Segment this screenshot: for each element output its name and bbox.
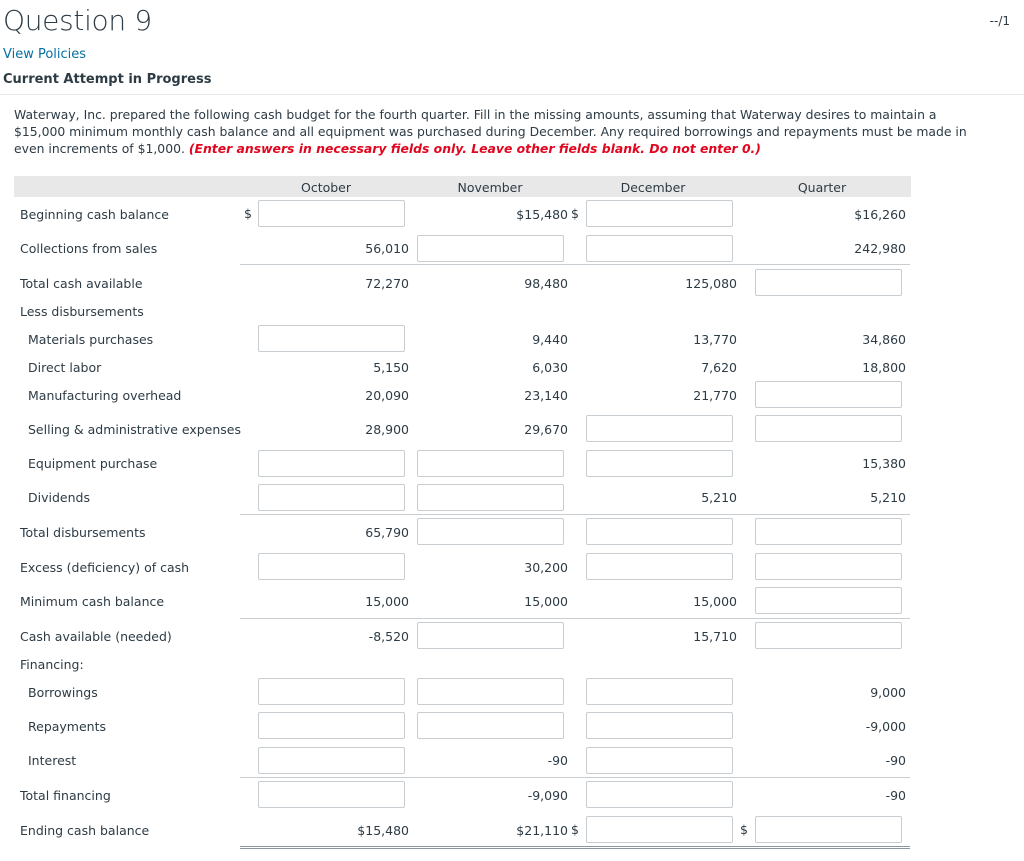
col-quarter: Quarter [797,180,847,195]
row-label-mfg-overhead: Manufacturing overhead [28,388,182,403]
input-beginning-oct[interactable] [258,200,405,227]
value-equipment-quarter: 15,380 [862,456,906,471]
value-cash-needed-oct: -8,520 [368,629,409,644]
value-mfg-overhead-oct: 20,090 [365,388,409,403]
row-label-collections: Collections from sales [20,241,158,256]
row-label-direct-labor: Direct labor [28,360,102,375]
dollar-sign: $ [571,206,579,221]
row-label-financing: Financing: [20,657,84,672]
value-total-financing-nov: -9,090 [527,788,568,803]
question-title: Question 9 [3,4,152,37]
input-borrowings-dec[interactable] [586,678,733,705]
input-borrowings-oct[interactable] [258,678,405,705]
subtotal-rule [240,618,910,619]
input-collections-nov[interactable] [417,235,564,262]
input-total-disb-quarter[interactable] [755,518,902,545]
value-total-financing-quarter: -90 [885,788,906,803]
row-label-beginning: Beginning cash balance [20,207,169,222]
row-label-total-available: Total cash available [20,276,143,291]
row-label-ending: Ending cash balance [20,823,150,838]
col-november: November [457,180,523,195]
value-direct-labor-oct: 5,150 [373,360,409,375]
input-excess-dec[interactable] [586,553,733,580]
input-excess-oct[interactable] [258,553,405,580]
value-collections-oct: 56,010 [365,241,409,256]
value-direct-labor-quarter: 18,800 [862,360,906,375]
row-label-repayments: Repayments [28,719,107,734]
value-ending-oct: $15,480 [357,823,409,838]
score-indicator: --/1 [989,14,1010,28]
row-label-total-disbursements: Total disbursements [20,525,146,540]
row-label-equipment: Equipment purchase [28,456,158,471]
question-prompt [14,106,989,157]
input-selling-admin-dec[interactable] [586,415,733,442]
double-rule [240,846,910,849]
input-collections-dec[interactable] [586,235,733,262]
view-policies-link[interactable]: View Policies [3,47,87,62]
input-interest-dec[interactable] [586,747,733,774]
value-total-disb-oct: 65,790 [365,525,409,540]
subtotal-rule [240,264,910,265]
row-label-min-cash: Minimum cash balance [20,594,165,609]
input-total-financing-dec[interactable] [586,781,733,808]
value-borrowings-quarter: 9,000 [870,685,906,700]
value-cash-needed-dec: 15,710 [693,629,737,644]
value-direct-labor-dec: 7,620 [701,360,737,375]
value-min-cash-dec: 15,000 [693,594,737,609]
value-mfg-overhead-dec: 21,770 [693,388,737,403]
value-materials-dec: 13,770 [693,332,737,347]
input-min-cash-quarter[interactable] [755,587,902,614]
value-ending-nov: $21,110 [516,823,568,838]
value-materials-quarter: 34,860 [862,332,906,347]
input-ending-quarter[interactable] [755,816,902,843]
dollar-sign: $ [244,206,252,221]
row-label-less-disbursements: Less disbursements [20,304,144,319]
value-direct-labor-nov: 6,030 [532,360,568,375]
input-total-disb-nov[interactable] [417,518,564,545]
input-cash-needed-quarter[interactable] [755,622,902,649]
value-total-available-dec: 125,080 [685,276,737,291]
row-label-interest: Interest [28,753,77,768]
input-materials-oct[interactable] [258,325,405,352]
input-equipment-nov[interactable] [417,450,564,477]
input-total-available-quarter[interactable] [755,269,902,296]
prompt-text: Waterway, Inc. prepared the following cash budget for the fourth quarter. Fill in the missing amounts, assuming that Waterway desires to maintain a $15,000 minimum monthly cash balance and all equipment was purchased during December. Any required borrowings and repayments must be made in even increments of $1,000. [14,107,967,156]
value-beginning-quarter: $16,260 [854,207,906,222]
value-selling-admin-oct: 28,900 [365,422,409,437]
subtotal-rule [240,514,910,515]
header-divider [0,94,1024,95]
value-total-available-nov: 98,480 [524,276,568,291]
input-repayments-nov[interactable] [417,712,564,739]
value-excess-nov: 30,200 [524,560,568,575]
input-total-financing-oct[interactable] [258,781,405,808]
input-total-disb-dec[interactable] [586,518,733,545]
value-beginning-nov: $15,480 [516,207,568,222]
value-repayments-quarter: -9,000 [865,719,906,734]
row-label-selling-admin: Selling & administrative expenses [28,422,242,437]
value-mfg-overhead-nov: 23,140 [524,388,568,403]
dollar-sign: $ [740,822,748,837]
attempt-status: Current Attempt in Progress [3,72,212,87]
col-october: October [300,180,352,195]
input-borrowings-nov[interactable] [417,678,564,705]
input-selling-admin-quarter[interactable] [755,415,902,442]
value-total-available-oct: 72,270 [365,276,409,291]
row-label-materials: Materials purchases [28,332,154,347]
value-materials-nov: 9,440 [532,332,568,347]
row-label-dividends: Dividends [28,490,90,505]
value-interest-quarter: -90 [885,753,906,768]
input-excess-quarter[interactable] [755,553,902,580]
value-collections-quarter: 242,980 [854,241,906,256]
value-min-cash-nov: 15,000 [524,594,568,609]
dollar-sign: $ [571,822,579,837]
input-repayments-dec[interactable] [586,712,733,739]
row-label-cash-needed: Cash available (needed) [20,629,172,644]
value-min-cash-oct: 15,000 [365,594,409,609]
subtotal-rule [240,777,910,778]
row-label-total-financing: Total financing [20,788,111,803]
input-repayments-oct[interactable] [258,712,405,739]
input-cash-needed-nov[interactable] [417,622,564,649]
input-dividends-nov[interactable] [417,484,564,511]
input-equipment-dec[interactable] [586,450,733,477]
value-selling-admin-nov: 29,670 [524,422,568,437]
input-mfg-overhead-quarter[interactable] [755,381,902,408]
row-label-excess: Excess (deficiency) of cash [20,560,190,575]
input-equipment-oct[interactable] [258,450,405,477]
value-dividends-quarter: 5,210 [870,490,906,505]
input-dividends-oct[interactable] [258,484,405,511]
row-label-borrowings: Borrowings [28,685,98,700]
input-ending-dec[interactable] [586,816,733,843]
col-december: December [620,180,686,195]
value-dividends-dec: 5,210 [701,490,737,505]
input-interest-oct[interactable] [258,747,405,774]
prompt-instruction: (Enter answers in necessary fields only. Leave other fields blank. Do not enter 0.) [188,141,761,156]
input-beginning-dec[interactable] [586,200,733,227]
value-interest-nov: -90 [547,753,568,768]
